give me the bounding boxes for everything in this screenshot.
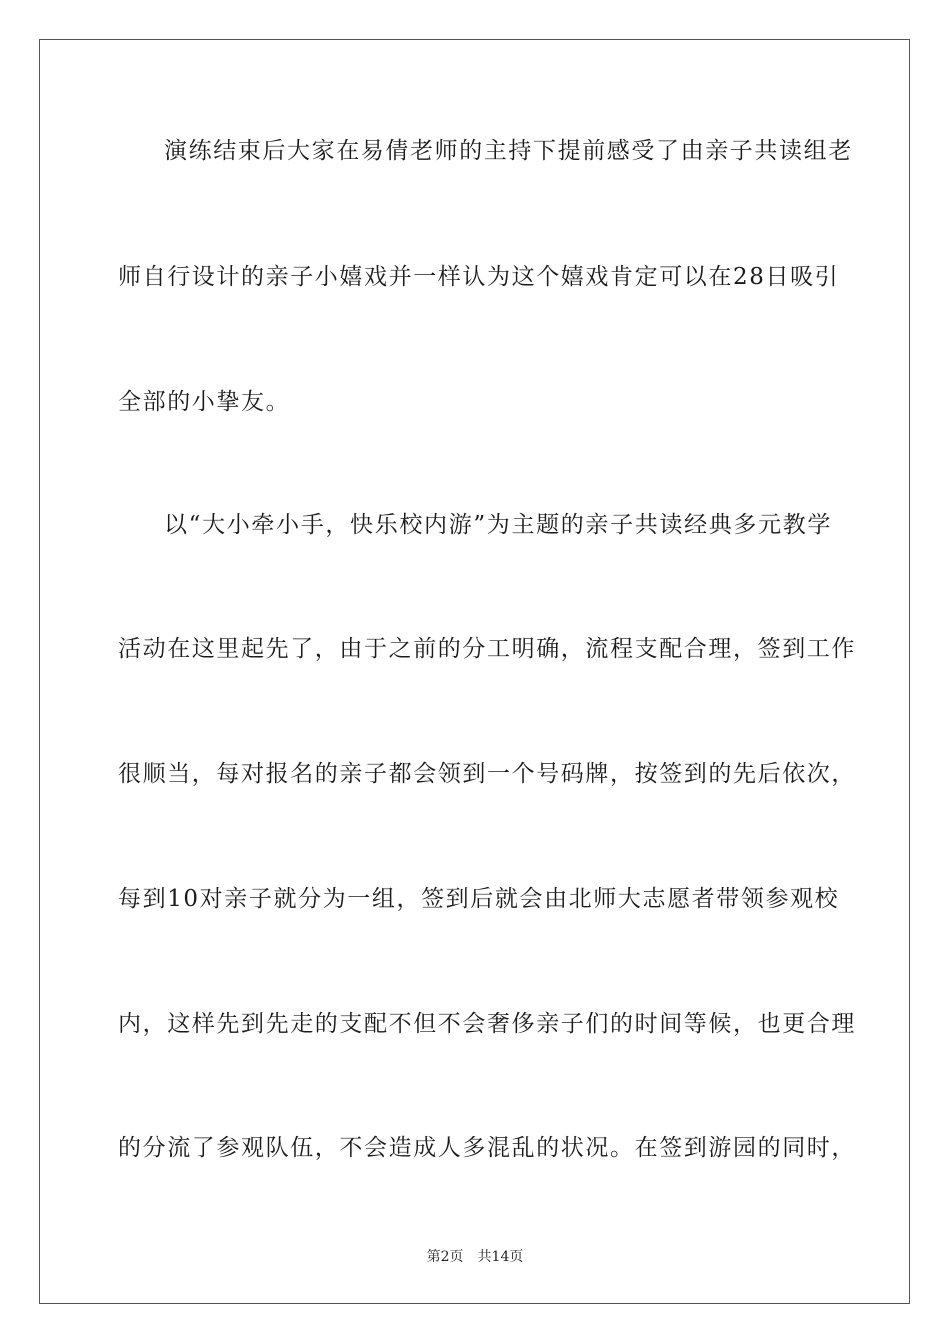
- paragraph-2-line-1: 以“大小牵小手，快乐校内游”为主题的亲子共读经典多元教学: [164, 512, 832, 538]
- page-number: 第2页: [426, 1249, 464, 1265]
- total-pages: 共14页: [477, 1249, 524, 1265]
- paragraph-2-line-3: 很顺当，每对报名的亲子都会领到一个号码牌，按签到的先后依次，: [118, 761, 856, 787]
- paragraph-1-line-3: 全部的小挚友。: [118, 389, 291, 415]
- paragraph-1-line-2: 师自行设计的亲子小嬉戏并一样认为这个嬉戏肯定可以在28日吸引: [118, 264, 840, 290]
- page-border: [39, 39, 910, 1304]
- page-footer: [0, 1248, 950, 1266]
- paragraph-2-line-2: 活动在这里起先了，由于之前的分工明确，流程支配合理，签到工作: [118, 636, 856, 662]
- paragraph-2-line-5: 内，这样先到先走的支配不但不会奢侈亲子们的时间等候，也更合理: [118, 1011, 856, 1037]
- paragraph-1-line-1: 演练结束后大家在易倩老师的主持下提前感受了由亲子共读组老: [164, 138, 853, 164]
- paragraph-2-line-4: 每到10对亲子就分为一组，签到后就会由北师大志愿者带领参观校: [118, 886, 840, 912]
- paragraph-2-line-6: 的分流了参观队伍，不会造成人多混乱的状况。在签到游园的同时，: [118, 1135, 856, 1161]
